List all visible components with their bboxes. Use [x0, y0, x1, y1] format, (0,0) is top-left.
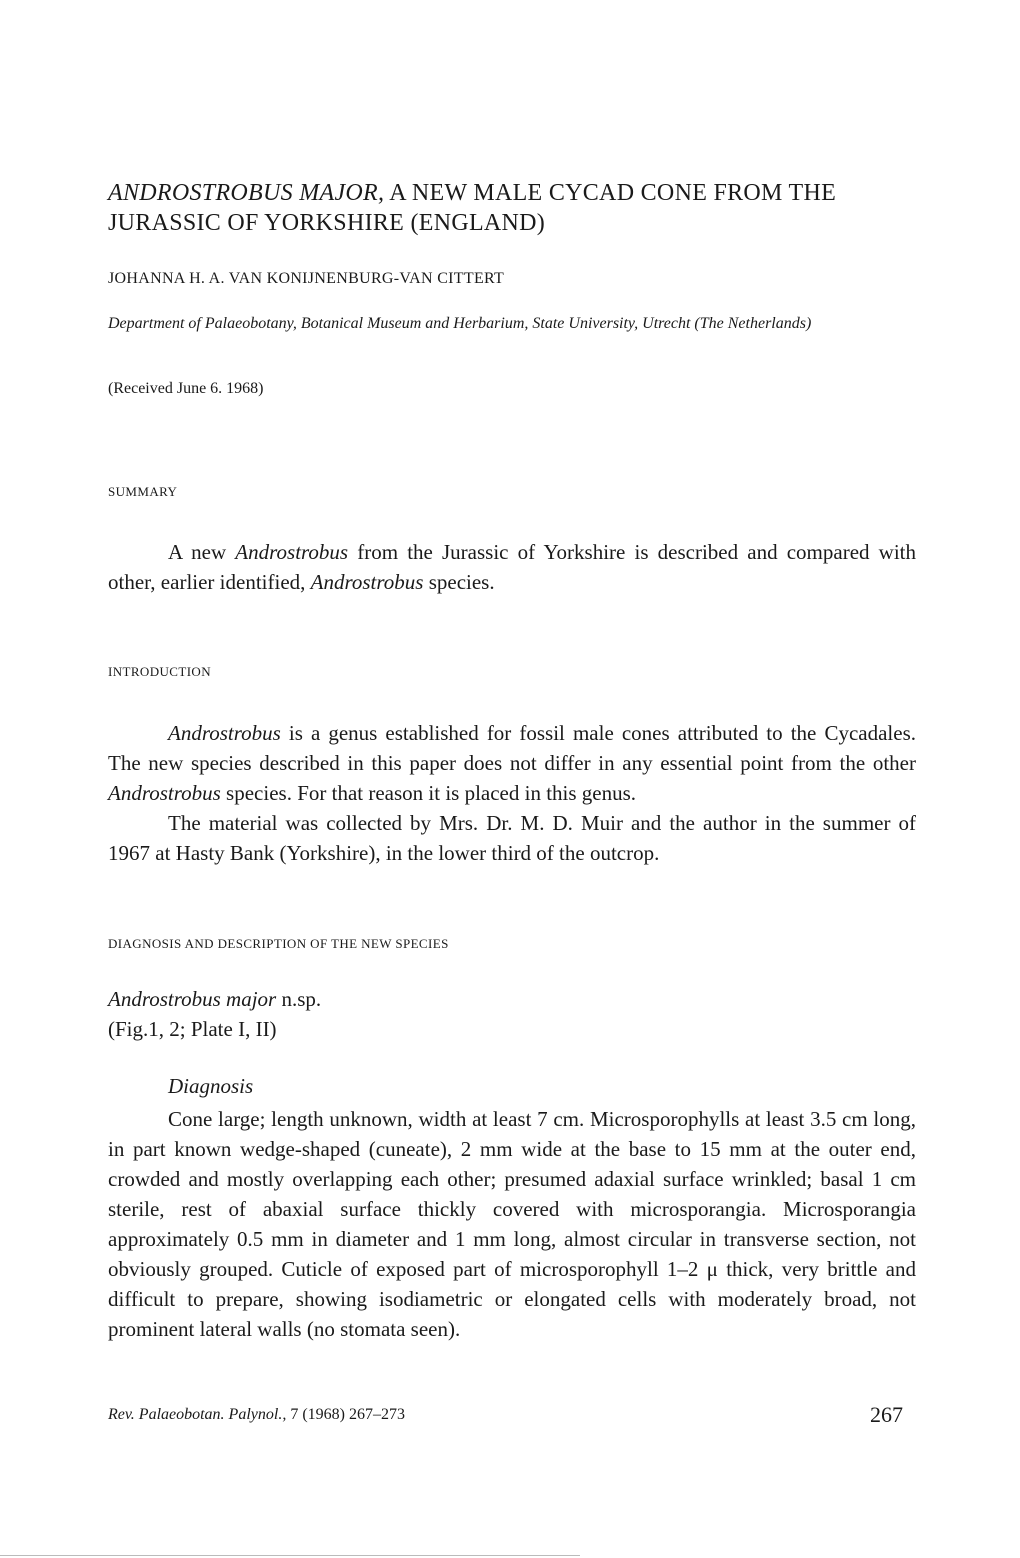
- bottom-divider: [0, 1555, 580, 1556]
- author-name: JOHANNA H. A. VAN KONIJNENBURG-VAN CITTERT: [108, 270, 505, 287]
- summary-text-1: A new: [168, 540, 236, 564]
- author-affiliation: Department of Palaeobotany, Botanical Museum and Herbarium, State University, Utrecht (The Netherlands): [108, 315, 812, 332]
- received-date: (Received June 6. 1968): [108, 380, 264, 397]
- diagnosis-paragraph: Cone large; length unknown, width at least 7 cm. Microsporophylls at least 3.5 cm long, in part known wedge-shaped (cuneate), 2 mm wide at the base to 15 mm at the outer end, crowded and mostly overlapping each other; presumed adaxial surface wrinkled; basal 1 cm sterile, rest of abaxial surface thickly covered with microsporangia. Microsporangia approximately 0.5 mm in diameter and 1 mm long, almost circular in transverse section, not obviously grouped. Cuticle of exposed part of microsporophyll 1–2 μ thick, very brittle and difficult to prepare, showing isodiametric or elongated cells with moderately broad, not prominent lateral walls (no stomata seen).: [108, 1107, 916, 1341]
- intro-genus-1: Androstrobus: [168, 721, 281, 745]
- journal-name: Rev. Palaeobotan. Palynol.,: [108, 1406, 287, 1423]
- introduction-heading: INTRODUCTION: [108, 664, 212, 679]
- intro-genus-2: Androstrobus: [108, 781, 221, 805]
- summary-text-2: from the Jurassic of Yorkshire is described and compared with other, earlier identified,: [108, 540, 917, 594]
- species-header: [108, 984, 321, 1044]
- diagnosis-section-heading: DIAGNOSIS AND DESCRIPTION OF THE NEW SPECIES: [108, 936, 449, 951]
- title-line-2: JURASSIC OF YORKSHIRE (ENGLAND): [108, 210, 546, 236]
- title-species: ANDROSTROBUS MAJOR,: [108, 180, 385, 206]
- introduction-body: [108, 718, 916, 868]
- summary-paragraph: [108, 537, 916, 597]
- introduction-paragraph-2: The material was collected by Mrs. Dr. M. D. Muir and the author in the summer of 1967 at Hasty Bank (Yorkshire), in the lower third of the outcrop.: [108, 811, 916, 865]
- species-name-line: [108, 984, 321, 1014]
- page-number: 267: [870, 1402, 903, 1427]
- intro-text-1: is a genus established for fossil male cones attributed to the Cycadales. The new species described in this paper does not differ in any essential point from the other: [108, 721, 916, 775]
- journal-volume-pages: 7 (1968) 267–273: [286, 1406, 405, 1423]
- summary-text-3: species.: [423, 570, 495, 594]
- species-name: Androstrobus major: [108, 987, 277, 1011]
- species-figures: (Fig.1, 2; Plate I, II): [108, 1017, 277, 1041]
- title-line-1-rest: A NEW MALE CYCAD CONE FROM THE: [384, 180, 837, 206]
- summary-genus-1: Androstrobus: [235, 540, 349, 564]
- summary-genus-2: Androstrobus: [310, 570, 424, 594]
- diagnosis-subheading: Diagnosis: [168, 1074, 254, 1098]
- intro-text-2: species. For that reason it is placed in this genus.: [220, 781, 637, 805]
- species-suffix: n.sp.: [276, 987, 322, 1011]
- introduction-paragraph-1: [108, 718, 916, 808]
- paper-title: [108, 178, 908, 238]
- summary-heading: SUMMARY: [108, 484, 178, 499]
- title-line-1: [108, 178, 908, 208]
- journal-citation: [108, 1406, 405, 1424]
